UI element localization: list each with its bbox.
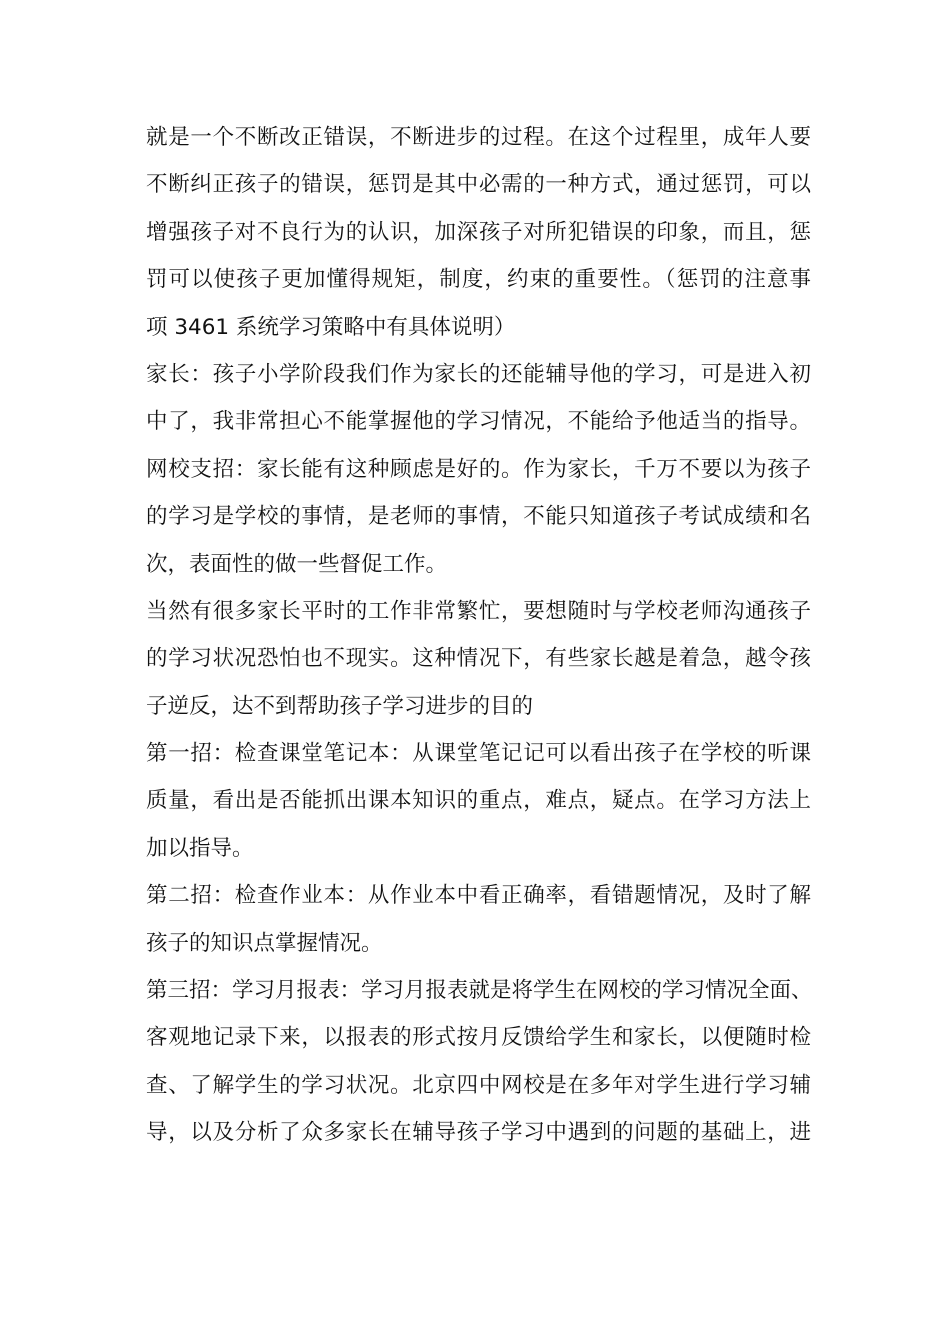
text-line: 项 3461 系统学习策略中有具体说明） <box>146 314 516 340</box>
text-line: 中了，我非常担心不能掌握他的学习情况，不能给予他适当的指导。 <box>146 409 811 435</box>
text-line: 的学习状况恐怕也不现实。这种情况下，有些家长越是着急，越令孩 <box>146 646 811 672</box>
text-line: 当然有很多家长平时的工作非常繁忙，要想随时与学校老师沟通孩子 <box>146 598 811 624</box>
text-line: 网校支招：家长能有这种顾虑是好的。作为家长，千万不要以为孩子 <box>146 456 811 482</box>
text-line: 加以指导。 <box>146 835 254 861</box>
text-line: 质量，看出是否能抓出课本知识的重点，难点，疑点。在学习方法上 <box>146 788 811 814</box>
text-line: 第三招：学习月报表：学习月报表就是将学生在网校的学习情况全面、 <box>146 978 813 1004</box>
text-line: 的学习是学校的事情，是老师的事情，不能只知道孩子考试成绩和名 <box>146 504 811 530</box>
body-text <box>146 114 811 1157</box>
text-line: 第一招：检查课堂笔记本：从课堂笔记记可以看出孩子在学校的听课 <box>146 741 811 767</box>
text-line: 第二招：检查作业本：从作业本中看正确率，看错题情况，及时了解 <box>146 883 811 909</box>
text-line: 家长：孩子小学阶段我们作为家长的还能辅导他的学习，可是进入初 <box>146 361 811 387</box>
text-line: 子逆反，达不到帮助孩子学习进步的目的 <box>146 693 534 719</box>
text-line: 就是一个不断改正错误，不断进步的过程。在这个过程里，成年人要 <box>146 125 811 150</box>
text-line: 罚可以使孩子更加懂得规矩，制度，约束的重要性。（惩罚的注意事 <box>146 267 811 293</box>
text-line: 不断纠正孩子的错误，惩罚是其中必需的一种方式，通过惩罚，可以 <box>146 172 811 198</box>
text-line: 次，表面性的做一些督促工作。 <box>146 551 448 577</box>
text-line: 客观地记录下来，以报表的形式按月反馈给学生和家长，以便随时检 <box>146 1025 811 1051</box>
text-line: 孩子的知识点掌握情况。 <box>146 930 383 956</box>
text-line: 增强孩子对不良行为的认识，加深孩子对所犯错误的印象，而且，惩 <box>146 219 811 245</box>
text-line: 查、了解学生的学习状况。北京四中网校是在多年对学生进行学习辅 <box>146 1072 811 1098</box>
text-line: 导，以及分析了众多家长在辅导孩子学习中遇到的问题的基础上，进 <box>146 1120 811 1146</box>
